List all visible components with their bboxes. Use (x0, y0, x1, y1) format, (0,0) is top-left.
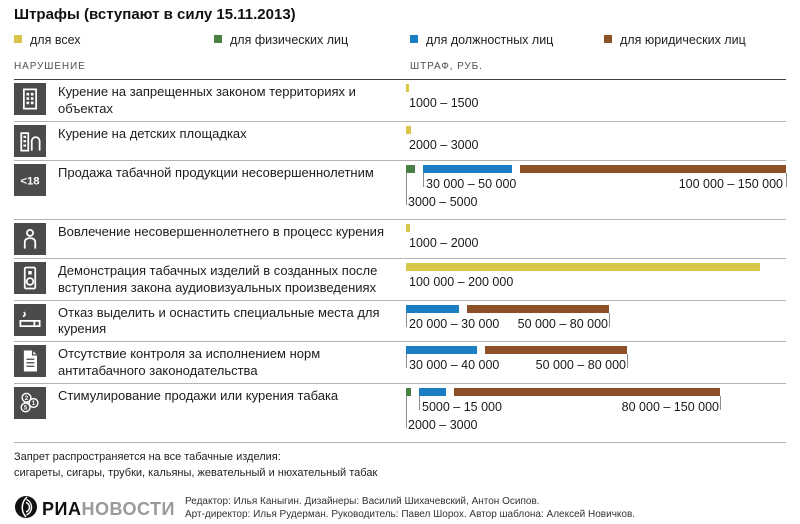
legend-item-legal (604, 33, 746, 47)
violation-label: Вовлечение несовершеннолетнего в процесс курения (58, 223, 384, 239)
fine-bars (406, 387, 786, 439)
table-row (14, 122, 786, 161)
credits-line1: Редактор: Илья Каныгин. Дизайнеры: Василий Шихачевский, Антон Осипов. (185, 495, 540, 507)
fine-bars (406, 83, 786, 113)
table-row (14, 220, 786, 259)
tick-line (419, 396, 420, 410)
table-row (14, 301, 786, 343)
fine-bars (406, 164, 786, 216)
coins-icon (14, 387, 46, 419)
fine-bars (406, 125, 786, 155)
cigarette-icon (14, 304, 46, 336)
column-header-fine: ШТРАФ, РУБ. (410, 61, 483, 72)
violation-label: Демонстрация табачных изделий в созданных после вступления закона аудиовизуальных произведениях (58, 262, 378, 295)
legend-item-officials (410, 33, 553, 47)
tick-line (786, 173, 787, 187)
footer (14, 495, 786, 524)
legend-label: для физических лиц (230, 33, 349, 47)
fine-range-label: 5000 – 15 000 (422, 400, 502, 415)
person-icon (14, 223, 46, 255)
all-fine-bar (406, 224, 410, 232)
officials-fine-bar (419, 388, 446, 396)
logo-text-ria: РИА (42, 498, 82, 519)
fine-range-label: 50 000 – 80 000 (535, 358, 626, 373)
table-row (14, 342, 786, 384)
fine-range-label: 2000 – 3000 (408, 418, 478, 433)
logo-text-novosti: НОВОСТИ (81, 498, 175, 519)
fine-range-label: 30 000 – 50 000 (426, 176, 517, 191)
footnote-line1: Запрет распространяется на все табачные изделия: (14, 451, 281, 464)
fine-range-label: 20 000 – 30 000 (409, 316, 500, 331)
fine-bars (406, 345, 786, 375)
table-row (14, 259, 786, 301)
column-header-violation: НАРУШЕНИЕ (14, 61, 86, 72)
fine-range-label: 3000 – 5000 (408, 194, 478, 209)
legend-swatch-all (14, 35, 22, 43)
violation-label: Отказ выделить и оснастить специальные места для курения (58, 304, 380, 337)
fine-range-label: 50 000 – 80 000 (517, 316, 608, 331)
fine-range-label: 1000 – 2000 (409, 235, 479, 250)
legend-label: для всех (30, 33, 81, 47)
under18-icon (14, 164, 46, 196)
all-fine-bar (406, 126, 411, 134)
page-title: Штрафы (вступают в силу 15.11.2013) (14, 6, 296, 23)
svg-text:5: 5 (23, 404, 28, 412)
legend-item-individuals (214, 33, 348, 47)
fine-bars (406, 304, 786, 334)
table-row (14, 80, 786, 122)
fine-range-label: 100 000 – 150 000 (678, 176, 783, 191)
legend (14, 33, 786, 49)
legend-swatch-officials (410, 35, 418, 43)
violation-label: Курение на детских площадках (58, 125, 247, 141)
playground-icon (14, 125, 46, 157)
fine-range-label: 1000 – 1500 (409, 96, 479, 110)
fine-range-label: 2000 – 3000 (409, 137, 479, 152)
building-icon (14, 83, 46, 115)
violation-label: Продажа табачной продукции несовершеннолетним (58, 164, 374, 180)
tick-line (423, 173, 424, 187)
fine-bars (406, 223, 786, 253)
legend-swatch-individuals (214, 35, 222, 43)
legal-fine-bar (485, 346, 627, 354)
document-icon (14, 345, 46, 377)
legend-item-all (14, 33, 81, 47)
legend-label: для юридических лиц (620, 33, 746, 47)
violation-label: Отсутствие контроля за исполнением норм антитабачного законодательства (58, 346, 321, 379)
fine-range-label: 100 000 – 200 000 (409, 274, 514, 289)
tick-line (609, 313, 610, 327)
violation-label: Стимулирование продажи или курения табака (58, 388, 339, 404)
ria-novosti-logo (14, 495, 175, 524)
all-fine-bar (406, 263, 760, 271)
footnote-line2: сигареты, сигары, трубки, кальяны, жевательный и нюхательный табак (14, 466, 378, 479)
svg-text:2: 2 (24, 395, 29, 403)
table-row (14, 161, 786, 220)
tick-line (627, 354, 628, 368)
tick-line (406, 396, 407, 428)
globe-icon (14, 495, 38, 524)
tick-line (406, 313, 407, 327)
all-fine-bar (406, 84, 409, 92)
tick-line (720, 396, 721, 410)
credits (185, 495, 635, 524)
legal-fine-bar (520, 165, 786, 173)
officials-fine-bar (423, 165, 512, 173)
svg-text:1: 1 (31, 400, 36, 408)
legal-fine-bar (454, 388, 720, 396)
officials-fine-bar (406, 346, 477, 354)
audiovisual-icon (14, 262, 46, 294)
legend-label: для должностных лиц (426, 33, 554, 47)
tick-line (406, 173, 407, 205)
fine-range-label: 30 000 – 40 000 (409, 358, 500, 373)
fine-bars (406, 262, 786, 292)
tick-line (406, 354, 407, 368)
fines-table (14, 80, 786, 443)
individuals-fine-bar (406, 388, 411, 396)
violation-label: Курение на запрещенных законом территориях и объектах (58, 84, 356, 116)
officials-fine-bar (406, 305, 459, 313)
footnote (14, 450, 786, 481)
table-row (14, 384, 786, 443)
column-headers (14, 61, 786, 80)
legend-swatch-legal (604, 35, 612, 43)
svg-text:<18: <18 (20, 175, 40, 188)
individuals-fine-bar (406, 165, 415, 173)
credits-line2: Арт-директор: Илья Рудерман. Руководитель: Павел Шорох. Автор шаблона: Алексей Новичков. (185, 509, 636, 521)
legal-fine-bar (467, 305, 609, 313)
fine-range-label: 80 000 – 150 000 (621, 400, 719, 415)
